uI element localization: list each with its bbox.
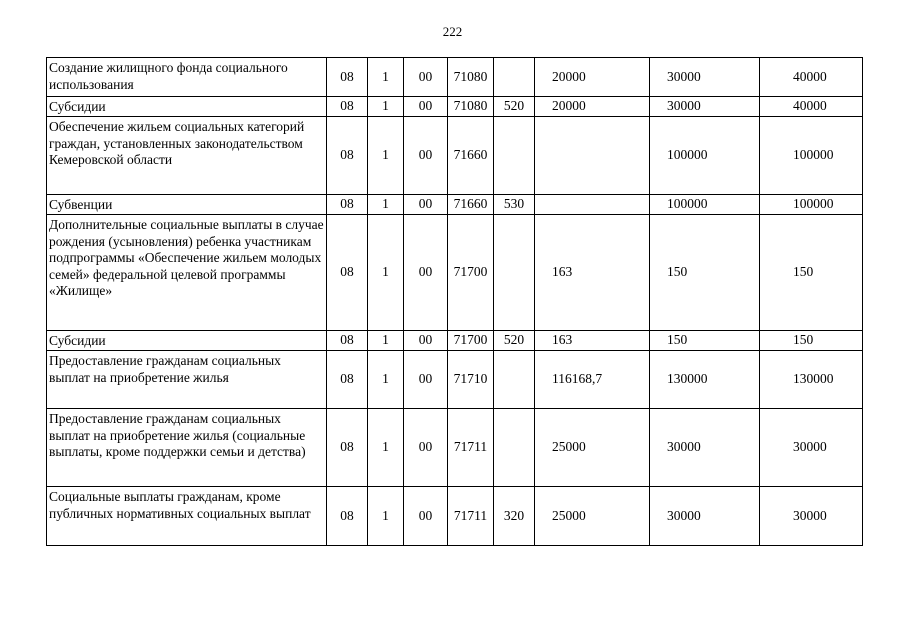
section-code: 08 xyxy=(327,331,368,351)
expense-type-code xyxy=(494,58,535,97)
budget-table xyxy=(46,57,863,546)
section-code: 08 xyxy=(327,97,368,117)
subprogram-code: 00 xyxy=(404,58,448,97)
amount-year-3: 100000 xyxy=(760,117,863,195)
subprogram-code: 00 xyxy=(404,409,448,487)
article-code: 71080 xyxy=(448,58,494,97)
row-name: Субсидии xyxy=(47,331,327,351)
table-row xyxy=(47,117,863,195)
amount-year-3: 30000 xyxy=(760,409,863,487)
subprogram-code: 00 xyxy=(404,331,448,351)
expense-type-code: 520 xyxy=(494,97,535,117)
amount-year-1: 163 xyxy=(535,331,650,351)
amount-year-3: 130000 xyxy=(760,351,863,409)
table-row xyxy=(47,195,863,215)
section-code: 08 xyxy=(327,351,368,409)
amount-year-3: 30000 xyxy=(760,487,863,546)
article-code: 71711 xyxy=(448,487,494,546)
section-code: 08 xyxy=(327,195,368,215)
table-row xyxy=(47,58,863,97)
amount-year-2: 100000 xyxy=(650,195,760,215)
article-code: 71080 xyxy=(448,97,494,117)
amount-year-2: 30000 xyxy=(650,97,760,117)
amount-year-1 xyxy=(535,117,650,195)
program-code: 1 xyxy=(368,409,404,487)
article-code: 71710 xyxy=(448,351,494,409)
program-code: 1 xyxy=(368,97,404,117)
row-name: Предоставление гражданам социальных выплат на приобретение жилья (социальные выплаты, кроме поддержки семьи и детства) xyxy=(47,409,327,487)
article-code: 71660 xyxy=(448,117,494,195)
section-code: 08 xyxy=(327,487,368,546)
amount-year-1: 20000 xyxy=(535,58,650,97)
subprogram-code: 00 xyxy=(404,351,448,409)
amount-year-1: 25000 xyxy=(535,487,650,546)
row-name: Обеспечение жильем социальных категорий граждан, установленных законодательством Кемеровской области xyxy=(47,117,327,195)
article-code: 71660 xyxy=(448,195,494,215)
table-row xyxy=(47,331,863,351)
amount-year-2: 30000 xyxy=(650,409,760,487)
amount-year-2: 150 xyxy=(650,215,760,331)
amount-year-3: 150 xyxy=(760,215,863,331)
program-code: 1 xyxy=(368,215,404,331)
table-row xyxy=(47,409,863,487)
program-code: 1 xyxy=(368,117,404,195)
subprogram-code: 00 xyxy=(404,215,448,331)
article-code: 71711 xyxy=(448,409,494,487)
article-code: 71700 xyxy=(448,215,494,331)
row-name: Дополнительные социальные выплаты в случае рождения (усыновления) ребенка участникам подпрограммы «Обеспечение жильем молодых семей» федеральной целевой программы «Жилище» xyxy=(47,215,327,331)
amount-year-3: 100000 xyxy=(760,195,863,215)
row-name: Социальные выплаты гражданам, кроме публичных нормативных социальных выплат xyxy=(47,487,327,546)
table-row xyxy=(47,97,863,117)
program-code: 1 xyxy=(368,487,404,546)
section-code: 08 xyxy=(327,117,368,195)
amount-year-1: 163 xyxy=(535,215,650,331)
section-code: 08 xyxy=(327,58,368,97)
table-row xyxy=(47,487,863,546)
amount-year-2: 130000 xyxy=(650,351,760,409)
expense-type-code: 520 xyxy=(494,331,535,351)
amount-year-1: 20000 xyxy=(535,97,650,117)
program-code: 1 xyxy=(368,351,404,409)
amount-year-3: 40000 xyxy=(760,97,863,117)
row-name: Создание жилищного фонда социального использования xyxy=(47,58,327,97)
subprogram-code: 00 xyxy=(404,117,448,195)
row-name: Предоставление гражданам социальных выплат на приобретение жилья xyxy=(47,351,327,409)
amount-year-1: 116168,7 xyxy=(535,351,650,409)
row-name: Субсидии xyxy=(47,97,327,117)
row-name: Субвенции xyxy=(47,195,327,215)
table-body xyxy=(47,58,863,546)
expense-type-code xyxy=(494,117,535,195)
section-code: 08 xyxy=(327,409,368,487)
program-code: 1 xyxy=(368,331,404,351)
subprogram-code: 00 xyxy=(404,97,448,117)
amount-year-3: 40000 xyxy=(760,58,863,97)
subprogram-code: 00 xyxy=(404,487,448,546)
amount-year-2: 30000 xyxy=(650,487,760,546)
amount-year-1 xyxy=(535,195,650,215)
expense-type-code: 530 xyxy=(494,195,535,215)
amount-year-2: 30000 xyxy=(650,58,760,97)
program-code: 1 xyxy=(368,195,404,215)
amount-year-2: 150 xyxy=(650,331,760,351)
amount-year-1: 25000 xyxy=(535,409,650,487)
page-number: 222 xyxy=(442,24,463,39)
article-code: 71700 xyxy=(448,331,494,351)
table-row xyxy=(47,351,863,409)
amount-year-3: 150 xyxy=(760,331,863,351)
expense-type-code xyxy=(494,351,535,409)
section-code: 08 xyxy=(327,215,368,331)
expense-type-code xyxy=(494,215,535,331)
program-code: 1 xyxy=(368,58,404,97)
expense-type-code xyxy=(494,409,535,487)
table-row xyxy=(47,215,863,331)
expense-type-code: 320 xyxy=(494,487,535,546)
amount-year-2: 100000 xyxy=(650,117,760,195)
subprogram-code: 00 xyxy=(404,195,448,215)
